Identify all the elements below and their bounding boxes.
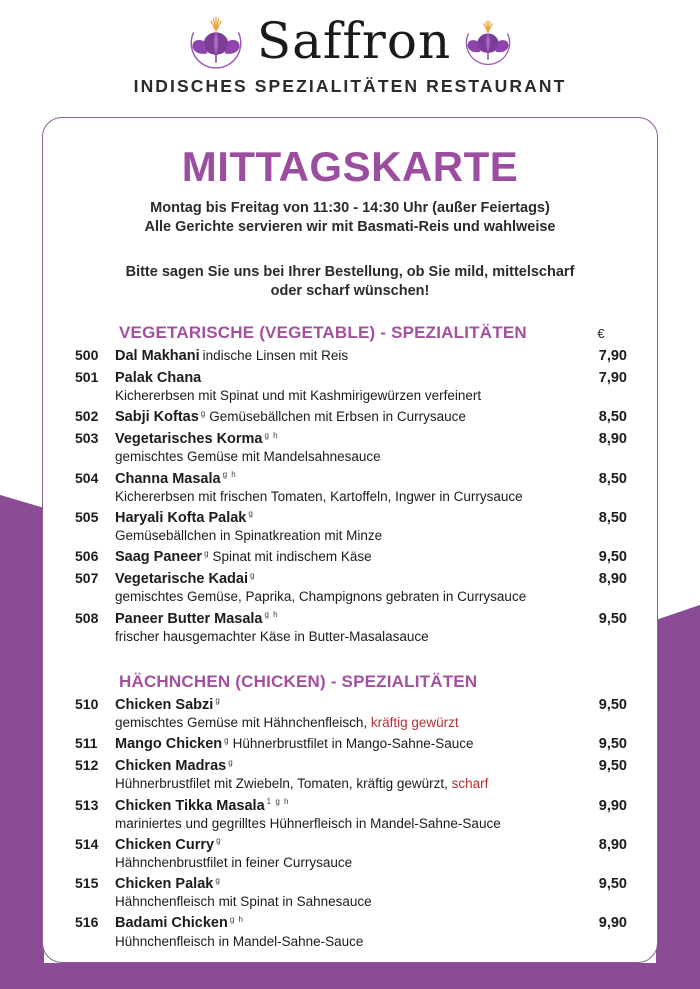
- menu-section-chicken: [61, 672, 639, 950]
- bottom-right-purple-fill: [656, 605, 700, 963]
- menu-item-text: [115, 548, 575, 566]
- menu-item-number: 514: [75, 835, 99, 852]
- menu-item: [75, 696, 627, 731]
- menu-item-price: 7,90: [598, 369, 627, 386]
- allergen-marker: g: [248, 509, 254, 519]
- menu-item-description-text: gemischtes Gemüse mit Hähnchenfleisch,: [115, 715, 371, 730]
- menu-item-description-text: mariniertes und gegrilltes Hühnerfleisch in Mandel-Sahne-Sauce: [115, 815, 501, 831]
- menu-item-main: [75, 875, 627, 893]
- menu-item-number: 513: [75, 796, 99, 813]
- menu-item-number: 516: [75, 914, 99, 931]
- menu-item: [75, 570, 627, 605]
- menu-item-description: [115, 934, 627, 950]
- menu-item: [75, 914, 627, 949]
- section-title: HÄCHNCHEN (CHICKEN) - SPEZIALITÄTEN: [119, 671, 478, 691]
- menu-item-number: 500: [75, 346, 99, 363]
- menu-item-text: [115, 408, 575, 426]
- menu-item-name: Chicken Madras: [115, 758, 227, 775]
- menu-item-number: 512: [75, 757, 99, 774]
- menu-item: [75, 875, 627, 910]
- menu-item-inline-description: indische Linsen mit Reis: [202, 347, 349, 363]
- menu-item-main: [75, 408, 627, 426]
- menu-item-price: 9,50: [598, 876, 627, 893]
- menu-card-inner: [43, 118, 657, 950]
- menu-item-description: [115, 388, 627, 404]
- menu-item-inline-description: Spinat mit indischem Käse: [212, 549, 372, 565]
- menu-item-description: [115, 816, 627, 832]
- menu-sections: [61, 323, 639, 950]
- menu-item-main: [75, 735, 627, 753]
- currency-symbol: €: [597, 325, 605, 341]
- right-purple-wedge: [656, 605, 700, 989]
- menu-item-text: [115, 369, 575, 387]
- menu-item: [75, 369, 627, 404]
- menu-item-price: 9,50: [598, 549, 627, 566]
- spice-level-note: [61, 263, 639, 301]
- menu-item-number: 501: [75, 368, 99, 385]
- opening-hours: [61, 199, 639, 236]
- allergen-marker: g h: [222, 469, 237, 479]
- spicy-note: kräftig gewürzt: [370, 715, 459, 730]
- menu-item-description-text: Hühnerbrustfilet mit Zwiebeln, Tomaten, kräftig gewürzt,: [115, 776, 452, 792]
- menu-item-description-text: Hähnchenfleisch mit Spinat in Sahnesauce: [115, 894, 372, 910]
- menu-item-name: Saag Paneer: [115, 549, 203, 566]
- menu-item-description-text: Kichererbsen mit Spinat und mit Kashmirigewürzen verfeinert: [115, 388, 482, 403]
- spice-level-note-line-2: oder scharf wünschen!: [270, 282, 430, 299]
- menu-item-description: [115, 894, 627, 910]
- menu-item: [75, 757, 627, 792]
- menu-item-description-text: Hähnchenbrustfilet in feiner Currysauce: [115, 855, 353, 870]
- allergen-marker: g: [216, 836, 222, 846]
- menu-item-name: Chicken Tikka Masala: [115, 797, 265, 814]
- menu-item-text: [115, 610, 575, 628]
- menu-item-price: 8,90: [598, 836, 627, 853]
- allergen-marker: g: [200, 408, 207, 418]
- left-purple-wedge: [0, 495, 44, 989]
- menu-item-name: Haryali Kofta Palak: [115, 509, 247, 526]
- menu-item-description-text: gemischtes Gemüse, Paprika, Champignons gebraten in Currysauce: [115, 589, 527, 605]
- menu-item-name: Mango Chicken: [115, 736, 223, 753]
- section-title: VEGETARISCHE (VEGETABLE) - SPEZIALITÄTEN: [119, 322, 527, 342]
- allergen-marker: g: [250, 570, 256, 580]
- menu-item-number: 507: [75, 570, 99, 587]
- menu-item-text: [115, 797, 575, 815]
- menu-item-main: [75, 570, 627, 588]
- allergen-marker: 1 g h: [266, 796, 290, 806]
- menu-item-main: [75, 369, 627, 387]
- menu-item: [75, 347, 627, 365]
- menu-item-main: [75, 696, 627, 714]
- menu-section-vegetarisch: [61, 323, 639, 645]
- allergen-marker: g: [224, 735, 230, 745]
- menu-item-price: 9,90: [598, 797, 627, 814]
- menu-item-name: Chicken Palak: [115, 876, 214, 893]
- menu-item-inline-description: Gemüsebällchen mit Erbsen in Currysauce: [209, 409, 466, 425]
- allergen-marker: g: [204, 548, 210, 558]
- menu-item-text: [115, 509, 575, 527]
- allergen-marker: g h: [229, 914, 244, 924]
- bottom-left-purple-fill: [0, 495, 44, 963]
- menu-item-name: Palak Chana: [115, 369, 202, 386]
- menu-item-main: [75, 509, 627, 527]
- allergen-marker: g: [228, 757, 234, 767]
- allergen-marker: g: [215, 696, 221, 706]
- section-header: [75, 323, 627, 343]
- menu-item-price: 9,50: [598, 736, 627, 753]
- menu-item-description: [115, 715, 627, 731]
- menu-item-number: 503: [75, 430, 99, 447]
- menu-item-text: [115, 570, 575, 588]
- menu-item-text: [115, 430, 575, 448]
- menu-item-text: [115, 470, 575, 488]
- menu-item-number: 508: [75, 609, 99, 626]
- menu-item-text: [115, 757, 575, 775]
- menu-item-name: Badami Chicken: [115, 915, 228, 932]
- menu-item-description-text: Hühnchenfleisch in Mandel-Sahne-Sauce: [115, 933, 364, 949]
- menu-item-name: Paneer Butter Masala: [115, 610, 263, 627]
- page-title: MITTAGSKARTE: [181, 143, 519, 190]
- allergen-marker: g h: [264, 609, 279, 619]
- menu-item-price: 9,50: [598, 696, 627, 713]
- menu-item-number: 510: [75, 695, 99, 712]
- menu-item-main: [75, 836, 627, 854]
- menu-item-main: [75, 797, 627, 815]
- menu-item-name: Dal Makhani: [115, 347, 200, 364]
- menu-item: [75, 836, 627, 871]
- menu-item-description: [115, 528, 627, 544]
- menu-item-main: [75, 430, 627, 448]
- lotus-flower-icon: [461, 14, 515, 68]
- menu-item-price: 8,50: [598, 470, 627, 487]
- menu-item-price: 9,90: [598, 915, 627, 932]
- menu-item-main: [75, 470, 627, 488]
- menu-item-description: [115, 855, 627, 871]
- menu-item-main: [75, 347, 627, 365]
- menu-item-description-text: frischer hausgemachter Käse in Butter-Masalasauce: [115, 628, 429, 644]
- menu-item-description: [115, 776, 627, 792]
- menu-item-price: 8,90: [598, 571, 627, 588]
- restaurant-tagline: INDISCHES SPEZIALITÄTEN RESTAURANT: [133, 76, 567, 96]
- opening-hours-line-2: Alle Gerichte servieren wir mit Basmati-Reis und wahlweise: [144, 218, 556, 235]
- menu-item-number: 515: [75, 875, 99, 892]
- menu-item-main: [75, 548, 627, 566]
- allergen-marker: g h: [264, 430, 279, 440]
- menu-item-description: [115, 589, 627, 605]
- menu-item: [75, 797, 627, 832]
- menu-item-number: 506: [75, 548, 99, 565]
- brand-name: Saffron: [256, 12, 452, 70]
- menu-item: [75, 610, 627, 645]
- menu-item-number: 505: [75, 508, 99, 525]
- spicy-note: scharf: [451, 776, 489, 792]
- menu-item-price: 8,90: [598, 431, 627, 448]
- menu-item-name: Channa Masala: [115, 470, 221, 487]
- menu-item-description-text: Gemüsebällchen in Spinatkreation mit Minze: [115, 528, 383, 543]
- menu-item: [75, 430, 627, 465]
- menu-item-text: [115, 735, 575, 753]
- menu-item-number: 502: [75, 408, 99, 425]
- menu-item: [75, 408, 627, 426]
- menu-item-price: 8,50: [598, 409, 627, 426]
- menu-item-name: Vegetarisches Korma: [115, 431, 263, 448]
- restaurant-header: [0, 0, 700, 118]
- lotus-flower-icon: [185, 10, 247, 72]
- menu-item-description-text: Kichererbsen mit frischen Tomaten, Kartoffeln, Ingwer in Currysauce: [115, 488, 523, 504]
- menu-item-text: [115, 914, 575, 932]
- section-header: [75, 672, 627, 692]
- menu-item-description: [115, 489, 627, 505]
- menu-item-number: 511: [75, 735, 98, 752]
- menu-item-main: [75, 914, 627, 932]
- opening-hours-line-1: Montag bis Freitag von 11:30 - 14:30 Uhr (außer Feiertags): [150, 200, 550, 216]
- menu-item-main: [75, 757, 627, 775]
- menu-item: [75, 735, 627, 753]
- menu-item: [75, 509, 627, 544]
- menu-item-price: 8,50: [598, 509, 627, 526]
- menu-item-price: 9,50: [598, 610, 627, 627]
- menu-item-text: [115, 875, 575, 893]
- menu-item-main: [75, 610, 627, 628]
- menu-item-price: 9,50: [598, 758, 627, 775]
- menu-item-name: Chicken Sabzi: [115, 696, 214, 713]
- menu-item-name: Vegetarische Kadai: [115, 571, 248, 588]
- menu-item: [75, 548, 627, 566]
- menu-item-description-text: gemischtes Gemüse mit Mandelsahnesauce: [115, 449, 381, 465]
- menu-item-description: [115, 629, 627, 645]
- bottom-purple-band: [0, 963, 700, 989]
- allergen-marker: g: [215, 875, 221, 885]
- menu-item-text: [115, 696, 575, 714]
- menu-item-text: [115, 347, 575, 365]
- menu-item-name: Sabji Koftas: [115, 409, 199, 426]
- menu-card: [42, 117, 658, 963]
- menu-item-name: Chicken Curry: [115, 836, 215, 853]
- menu-item-inline-description: Hühnerbrustfilet in Mango-Sahne-Sauce: [232, 736, 474, 752]
- menu-item-text: [115, 836, 575, 854]
- menu-item-number: 504: [75, 469, 99, 486]
- menu-item-price: 7,90: [598, 347, 627, 364]
- spice-level-note-line-1: Bitte sagen Sie uns bei Ihrer Bestellung, ob Sie mild, mittelscharf: [125, 264, 575, 281]
- menu-item: [75, 470, 627, 505]
- logo-row: [0, 0, 700, 74]
- menu-item-description: [115, 449, 627, 465]
